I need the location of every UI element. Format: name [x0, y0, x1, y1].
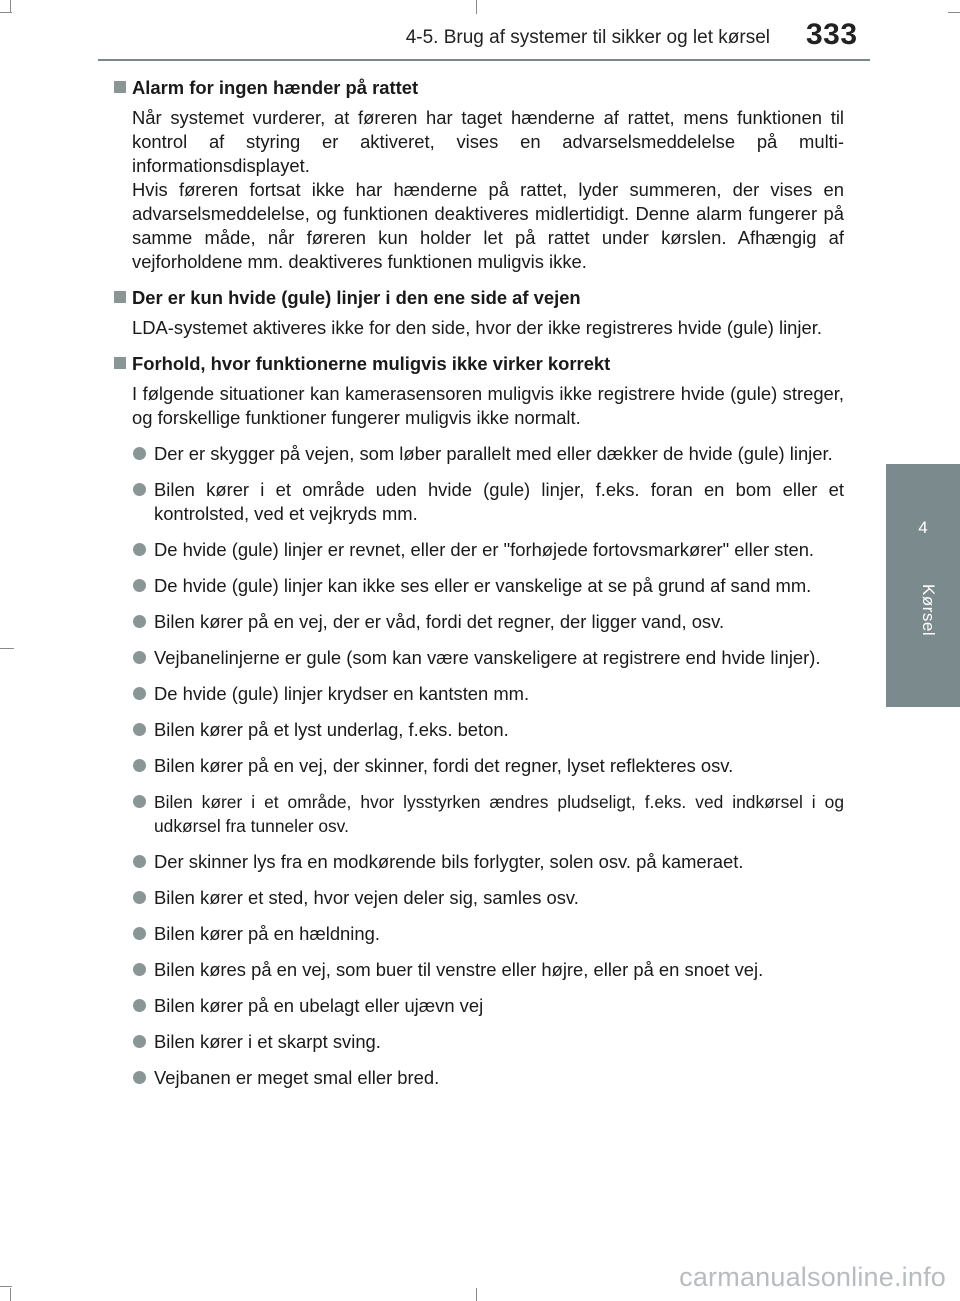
circle-bullet-icon [133, 891, 146, 904]
paragraph: Hvis føreren fortsat ikke har hænderne på rattet, lyder summeren, der vises en advarselsmeddelelse, og funktionen deaktiveres midlertidigt. Denne alarm fungerer på samme måde, når føreren kun holder let på rattet under kørslen. Afhængig af vejforholdene mm. deaktiveres funktionen muligvis ikke. [132, 179, 844, 272]
circle-bullet-icon [133, 999, 146, 1012]
list-item [112, 958, 844, 982]
header-divider [98, 59, 870, 61]
list-item-text: Bilen kører på en hældning. [154, 923, 380, 944]
page-number: 333 [806, 18, 858, 51]
list-item [112, 994, 844, 1018]
section-heading-text: Der er kun hvide (gule) linjer i den ene side af vejen [132, 287, 581, 308]
circle-bullet-icon [133, 759, 146, 772]
crop-mark [476, 1288, 477, 1301]
circle-bullet-icon [133, 651, 146, 664]
list-item [112, 682, 844, 706]
list-item-text: Bilen kører på et lyst underlag, f.eks. beton. [154, 719, 509, 740]
circle-bullet-icon [133, 963, 146, 976]
list-item [112, 610, 844, 634]
circle-bullet-icon [133, 927, 146, 940]
list-item-text: Bilen kører på en ubelagt eller ujævn vej [154, 995, 484, 1016]
list-item-text: De hvide (gule) linjer kan ikke ses eller er vanskelige at se på grund af sand mm. [154, 575, 812, 596]
square-bullet-icon [114, 291, 126, 303]
list-item [112, 442, 844, 466]
list-item [112, 754, 844, 778]
list-item [112, 574, 844, 598]
section-title: 4-5. Brug af systemer til sikker og let kørsel [405, 27, 770, 48]
chapter-label: Kørsel [919, 584, 938, 637]
section-heading [112, 286, 844, 310]
list-item [112, 886, 844, 910]
chapter-number: 4 [918, 518, 928, 537]
paragraph: LDA-systemet aktiveres ikke for den side, hvor der ikke registreres hvide (gule) linjer. [132, 317, 822, 338]
list-item-text: Bilen kører et sted, hvor vejen deler sig, samles osv. [154, 887, 579, 908]
list-item-text: Bilen kører i et område uden hvide (gule) linjer, f.eks. foran en bom eller et kontrolsted, ved et vejkryds mm. [154, 479, 844, 524]
circle-bullet-icon [133, 687, 146, 700]
circle-bullet-icon [133, 1035, 146, 1048]
circle-bullet-icon [133, 543, 146, 556]
paragraph: I følgende situationer kan kamerasensoren muligvis ikke registrere hvide (gule) streger, og forskellige funktioner fungerer muligvis ikke normalt. [132, 383, 844, 428]
circle-bullet-icon [133, 615, 146, 628]
list-item [112, 538, 844, 562]
section-heading [112, 76, 844, 100]
list-item [112, 922, 844, 946]
list-item [112, 1030, 844, 1054]
list-item [112, 646, 844, 670]
square-bullet-icon [114, 357, 126, 369]
section-heading [112, 352, 844, 376]
list-item-text: Bilen kører på en vej, der skinner, fordi det regner, lyset reflekteres osv. [154, 755, 734, 776]
page-header [0, 0, 960, 60]
list-item-text: Der er skygger på vejen, som løber parallelt med eller dækker de hvide (gule) linjer. [154, 443, 833, 464]
section-heading-text: Alarm for ingen hænder på rattet [132, 77, 419, 98]
list-item-text: Vejbanelinjerne er gule (som kan være vanskeligere at registrere end hvide linjer). [154, 647, 821, 668]
section-heading-text: Forhold, hvor funktionerne muligvis ikke virker korrekt [132, 353, 611, 374]
list-item [112, 790, 844, 838]
main-content [112, 76, 844, 1102]
circle-bullet-icon [133, 855, 146, 868]
list-item-text: Bilen kører i et område, hvor lysstyrken ændres pludseligt, f.eks. ved indkørsel i og udkørsel fra tunneler osv. [154, 792, 844, 836]
list-item [112, 478, 844, 526]
circle-bullet-icon [133, 447, 146, 460]
list-item-text: Bilen kører på en vej, der er våd, fordi det regner, der ligger vand, osv. [154, 611, 725, 632]
list-item-text: De hvide (gule) linjer er revnet, eller der er "forhøjede fortovsmarkører" eller sten. [154, 539, 815, 560]
circle-bullet-icon [133, 723, 146, 736]
list-item-text: De hvide (gule) linjer krydser en kantsten mm. [154, 683, 530, 704]
list-item [112, 1066, 844, 1090]
square-bullet-icon [114, 81, 126, 93]
list-item-text: Bilen kører i et skarpt sving. [154, 1031, 381, 1052]
list-item [112, 850, 844, 874]
list-item [112, 718, 844, 742]
paragraph: Når systemet vurderer, at føreren har taget hænderne af rattet, mens funktionen til kontrol af styring er aktiveret, vises en advarselsmeddelelse på multiinformationsdisplayet. [132, 107, 844, 176]
crop-mark [0, 648, 14, 649]
circle-bullet-icon [133, 579, 146, 592]
crop-mark [10, 1288, 11, 1301]
chapter-tab [886, 464, 960, 707]
watermark: carmanualsonline.info [679, 1262, 946, 1292]
circle-bullet-icon [133, 483, 146, 496]
list-item-text: Bilen køres på en vej, som buer til venstre eller højre, eller på en snoet vej. [154, 959, 764, 980]
list-item-text: Der skinner lys fra en modkørende bils forlygter, solen osv. på kameraet. [154, 851, 744, 872]
crop-mark [0, 1286, 12, 1287]
circle-bullet-icon [133, 1071, 146, 1084]
circle-bullet-icon [133, 795, 146, 808]
list-item-text: Vejbanen er meget smal eller bred. [154, 1067, 440, 1088]
